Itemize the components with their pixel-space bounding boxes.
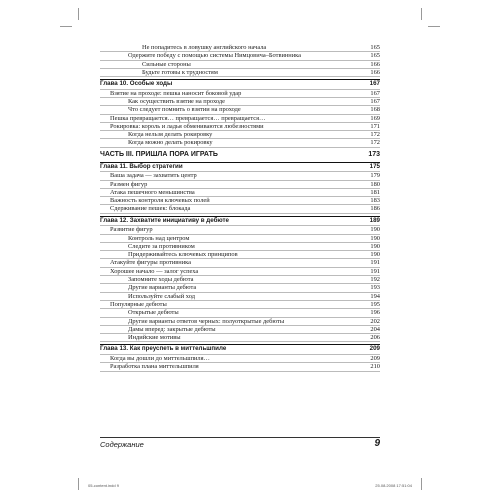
toc-entry (100, 318, 380, 326)
toc-entry (100, 205, 380, 213)
toc-entry (100, 301, 380, 309)
toc-entry-title: ЧАСТЬ III. ПРИШЛА ПОРА ИГРАТЬ (100, 150, 218, 158)
toc-entry (100, 235, 380, 243)
toc-entry-title: Популярные дебюты (110, 300, 167, 308)
crop-mark-top-left-horizontal (60, 26, 72, 27)
toc-entry-page: 169 (370, 114, 380, 122)
toc-entry (100, 69, 380, 77)
toc-entry-page: 202 (370, 317, 380, 325)
toc-entry-title: Как осуществить взятие на проходе (128, 97, 225, 105)
toc-entry-title: Открытые дебюты (128, 309, 179, 317)
toc-entry (100, 243, 380, 251)
toc-entry (100, 251, 380, 259)
toc-entry (100, 123, 380, 131)
toc-entry-title: Что следует помнить о взятии на проходе (128, 106, 241, 114)
toc-entry-title: Взятие на проходе: пешка наносит боковой удар (110, 89, 242, 97)
toc-entry-page: 165 (370, 44, 380, 51)
toc-entry-title: Важность контроля ключевых полей (110, 197, 210, 205)
toc-entry-title: Когда нельзя делать рокировку (128, 131, 213, 139)
toc-entry (100, 363, 380, 371)
toc-entry-title: Другие варианты дебюта (128, 284, 197, 292)
toc-entry-page: 167 (370, 97, 380, 105)
toc-entry (100, 131, 380, 139)
toc-entry-title: Размен фигур (110, 180, 148, 188)
toc-entry-page: 192 (370, 276, 380, 284)
toc-entry-page: 189 (369, 216, 380, 224)
toc-entry-page: 172 (370, 131, 380, 139)
crop-mark-top-right (421, 8, 422, 20)
toc-entry-title: Когда вы дошли до миттельшпиля… (110, 354, 210, 362)
toc-entry-title: Развитие фигур (110, 226, 153, 234)
toc-entry-title: Глава 11. Выбор стратегии (100, 162, 183, 170)
toc-entry-page: 206 (370, 334, 380, 342)
toc-entry-title: Одержите победу с помощью системы Нимцовича–Ботвинника (128, 52, 301, 60)
toc-part-heading (100, 151, 380, 160)
toc-chapter-heading (100, 162, 380, 173)
toc-entry-title: Рокировка: король и ладья обмениваются любезностями (110, 122, 264, 130)
toc-entry-title: Контроль над центром (128, 234, 190, 242)
toc-entry-title: Сдерживание пешек: блокада (110, 205, 191, 213)
toc-entry-title: Разработка плана миттельшпиля (110, 363, 199, 371)
toc-entry-page: 173 (368, 150, 380, 158)
toc-entry-title: Придерживайтесь ключевых принципов (128, 251, 238, 259)
toc-entry-page: 190 (370, 251, 380, 259)
toc-entry (100, 326, 380, 334)
toc-entry-title: Индийские мотивы (128, 334, 181, 342)
table-of-contents (100, 44, 380, 372)
toc-entry (100, 276, 380, 284)
toc-entry-page: 181 (370, 188, 380, 196)
toc-entry (100, 139, 380, 147)
crop-mark-bottom-left (78, 478, 79, 490)
toc-entry-title: Ваша задача — захватить центр (110, 172, 197, 180)
toc-entry-title: Дамы вперед: закрытые дебюты (128, 325, 216, 333)
toc-entry-page: 166 (370, 60, 380, 68)
toc-entry (100, 334, 380, 342)
toc-entry-page: 190 (370, 234, 380, 242)
toc-entry-title: Когда можно делать рокировку (128, 139, 213, 147)
toc-entry-title: Глава 13. Как преуспеть в миттельшпиле (100, 345, 227, 353)
toc-entry-page: 196 (370, 309, 380, 317)
toc-entry (100, 259, 380, 267)
toc-entry-title: Другие варианты ответов черных: полуоткрытые дебюты (128, 317, 285, 325)
toc-entry-page: 168 (370, 106, 380, 114)
toc-entry-title: Следите за противником (128, 242, 195, 250)
toc-entry (100, 181, 380, 189)
toc-entry-title: Пешка превращается… превращается… превращается… (110, 114, 266, 122)
toc-entry-title: Атакуйте фигуры противника (110, 259, 191, 267)
toc-entry (100, 98, 380, 106)
toc-entry (100, 61, 380, 69)
toc-chapter-heading (100, 216, 380, 227)
toc-entry-page: 191 (370, 267, 380, 275)
toc-entry-page: 190 (370, 242, 380, 250)
toc-entry-page: 166 (370, 68, 380, 76)
toc-chapter-heading (100, 344, 380, 355)
toc-entry (100, 172, 380, 180)
toc-entry-title: Глава 10. Особые ходы (100, 80, 173, 88)
toc-entry-title: Сильные стороны (142, 60, 191, 68)
toc-entry-page: 167 (370, 89, 380, 97)
toc-entry-page: 171 (370, 122, 380, 130)
toc-entry-page: 194 (370, 292, 380, 300)
toc-entry (100, 293, 380, 301)
toc-entry-title: Хорошее начало — залог успеха (110, 267, 199, 275)
toc-entry-page: 210 (370, 363, 380, 371)
toc-entry-title: Будьте готовы к трудностям (142, 68, 218, 76)
toc-entry-title: Атака пешечного меньшинства (110, 188, 195, 196)
toc-entry-title: Используйте слабый ход (128, 292, 195, 300)
toc-entry (100, 106, 380, 114)
page-number: 9 (374, 438, 380, 449)
toc-entry-page: 204 (370, 325, 380, 333)
toc-entry-page: 167 (369, 80, 380, 88)
toc-entry (100, 268, 380, 276)
toc-entry-title: Глава 12. Захватите инициативу в дебюте (100, 216, 229, 224)
toc-entry-page: 193 (370, 284, 380, 292)
toc-entry-page: 179 (370, 172, 380, 180)
slug-filename: 05-content.indd 9 (88, 483, 119, 488)
crop-mark-bottom-right (421, 478, 422, 490)
toc-chapter-heading (100, 79, 380, 90)
crop-mark-top-right-horizontal (428, 26, 440, 27)
toc-entry-page: 175 (369, 162, 380, 170)
toc-entry (100, 189, 380, 197)
toc-entry-title: Не попадитесь в ловушку английского начала (142, 44, 267, 51)
toc-entry (100, 309, 380, 317)
page-footer (100, 437, 380, 450)
toc-entry-page: 195 (370, 300, 380, 308)
toc-entry-page: 172 (370, 139, 380, 147)
toc-entry (100, 226, 380, 234)
toc-entry (100, 44, 380, 52)
toc-entry (100, 284, 380, 292)
toc-entry-page: 186 (370, 205, 380, 213)
toc-entry (100, 90, 380, 98)
toc-entry (100, 52, 380, 60)
toc-entry-page: 191 (370, 259, 380, 267)
slug-timestamp: 25.08.2008 17:51:04 (375, 483, 412, 488)
toc-entry (100, 355, 380, 363)
toc-entry-page: 165 (370, 52, 380, 60)
crop-mark-top-left (78, 8, 79, 20)
running-footer-title: Содержание (100, 440, 144, 449)
toc-entry-page: 183 (370, 197, 380, 205)
toc-entry-title: Запомните ходы дебюта (128, 276, 194, 284)
toc-entry-page: 180 (370, 180, 380, 188)
toc-entry (100, 115, 380, 123)
toc-entry-page: 209 (370, 354, 380, 362)
toc-entry-page: 190 (370, 226, 380, 234)
toc-entry (100, 197, 380, 205)
toc-entry-page: 209 (369, 345, 380, 353)
